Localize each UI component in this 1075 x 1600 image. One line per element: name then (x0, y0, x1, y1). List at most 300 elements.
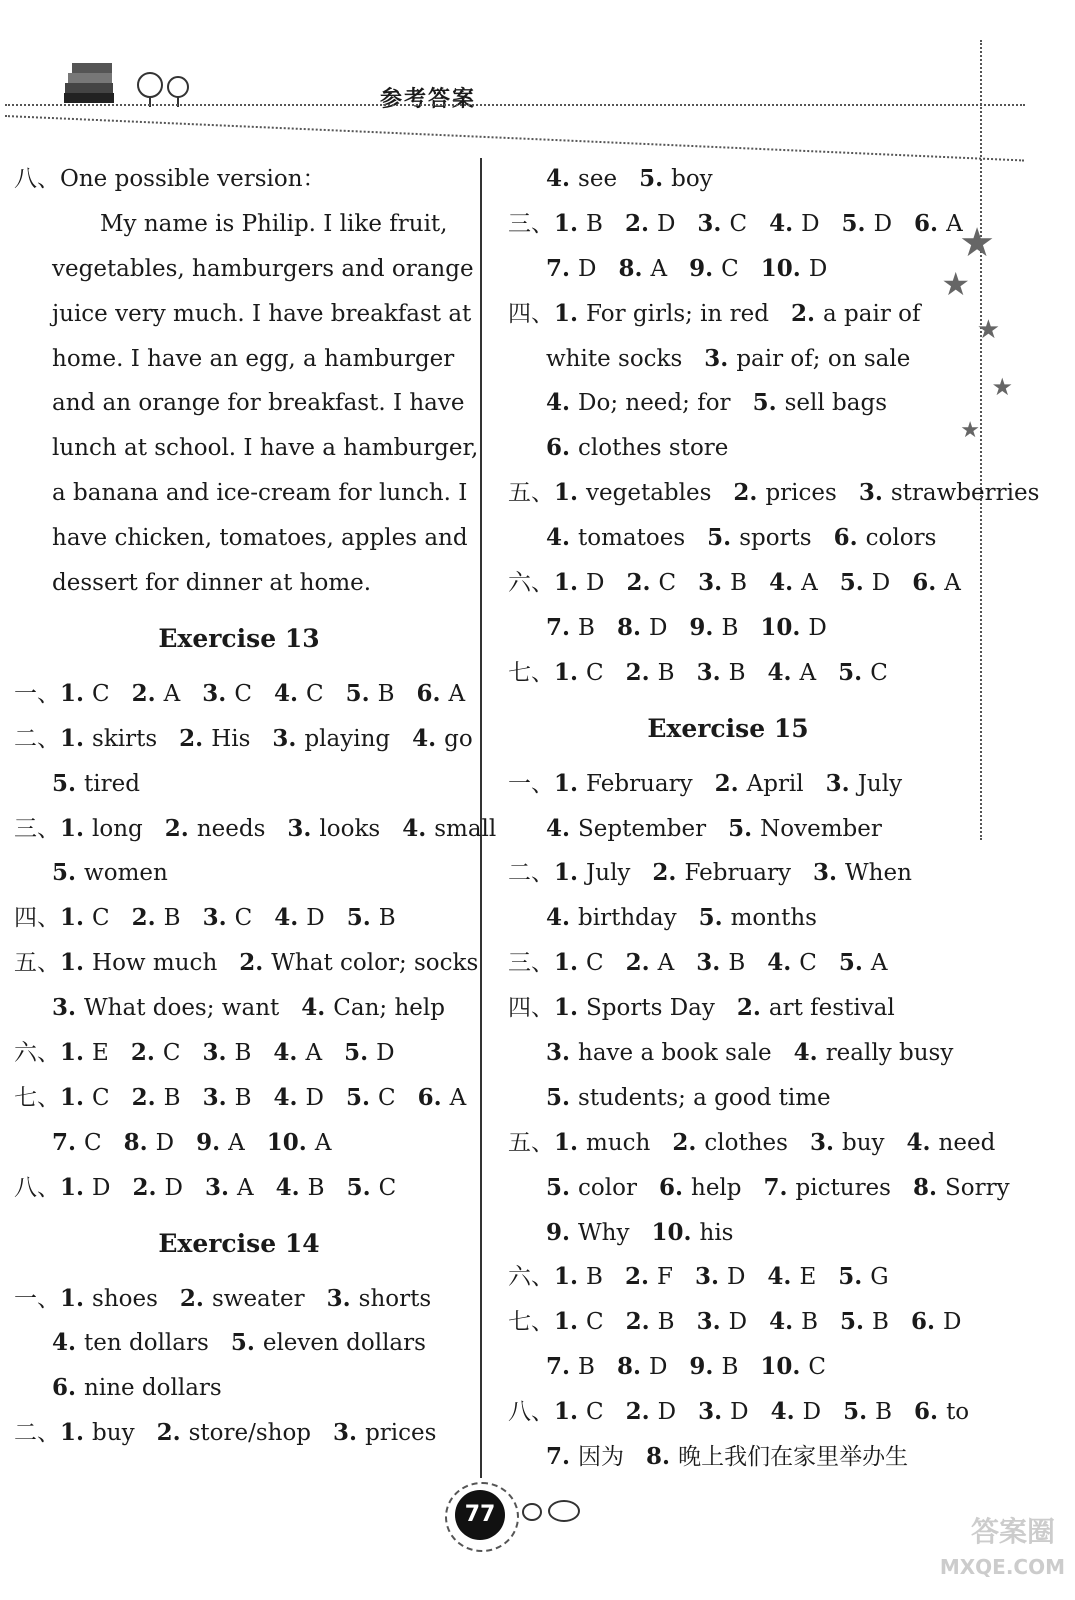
answer-item (202, 672, 252, 717)
answer-line (14, 762, 464, 807)
question-number: 5. (843, 1398, 876, 1426)
answer-text: nine dollars (84, 1375, 222, 1402)
answer-item (546, 157, 617, 202)
question-number: 1. (60, 814, 93, 842)
answer-text: When (845, 860, 912, 887)
answer-text: B (163, 1084, 181, 1111)
answer-text: colors (865, 525, 937, 552)
watermark-url: MXQE.COM (939, 1555, 1065, 1579)
section-number: 八、 (14, 1174, 60, 1201)
answer-text: sports (739, 525, 812, 552)
answer-text: go (444, 725, 473, 752)
answer-text: C (586, 950, 604, 977)
answer-item (554, 1300, 604, 1345)
question-number: 2. (672, 1128, 705, 1156)
answer-text: have a book sale (578, 1040, 772, 1067)
answer-item (546, 606, 595, 651)
answer-item (554, 1255, 603, 1300)
answer-item (767, 1255, 816, 1300)
answer-item (696, 941, 745, 986)
question-number: 3. (696, 658, 729, 686)
question-number: 5. (839, 569, 872, 597)
answer-text: D (942, 1309, 962, 1336)
question-number: 4. (546, 904, 579, 932)
answer-text: Why (578, 1219, 630, 1246)
section-number: 二、 (14, 1420, 60, 1447)
answer-line (14, 1031, 464, 1076)
answer-item (546, 896, 677, 941)
answer-text: clothes (704, 1129, 788, 1156)
answer-item (554, 292, 769, 337)
answer-item (347, 896, 396, 941)
section-number: 四、 (508, 995, 554, 1022)
answer-item (346, 672, 395, 717)
answer-line (14, 851, 464, 896)
answer-line (14, 1166, 464, 1211)
section-number: 四、 (14, 905, 60, 932)
answer-line (508, 851, 948, 896)
answer-item (767, 941, 817, 986)
question-number: 2. (625, 1308, 658, 1336)
answer-item (768, 651, 817, 696)
answer-line (14, 1277, 464, 1322)
question-number: 4. (769, 209, 802, 237)
answer-item (417, 672, 466, 717)
answer-line (508, 516, 948, 561)
question-number: 4. (273, 1083, 306, 1111)
section-number: 五、 (14, 950, 60, 977)
answer-text: Do; need; for (578, 390, 731, 417)
question-number: 5. (840, 1308, 873, 1336)
answer-line (508, 1390, 970, 1435)
answer-item (205, 1166, 254, 1211)
answer-item (554, 561, 604, 606)
answer-text: B (657, 1309, 675, 1336)
question-number: 1. (554, 994, 587, 1022)
answer-item (554, 651, 604, 696)
question-number: 2. (156, 1419, 189, 1447)
exercise-heading: Exercise 13 (158, 623, 320, 653)
answer-text: C (799, 950, 817, 977)
answer-line (508, 426, 948, 471)
answer-text: looks (319, 815, 381, 842)
question-number: 4. (767, 658, 800, 686)
question-number: 10. (651, 1218, 700, 1246)
question-number: 2. (131, 679, 164, 707)
answer-line (508, 896, 948, 941)
answer-line (508, 651, 948, 696)
question-number: 5. (707, 524, 740, 552)
answer-item (132, 1076, 181, 1121)
answer-item (813, 851, 912, 896)
question-number: 4. (793, 1039, 826, 1067)
page-number: 77 (455, 1490, 505, 1540)
answer-line (508, 292, 948, 337)
answer-text: D (802, 1399, 822, 1426)
answer-text: pictures (795, 1174, 891, 1201)
section-number: 六、 (508, 1264, 554, 1291)
answer-item (695, 1255, 745, 1300)
question-number: 4. (275, 1173, 308, 1201)
answer-text: white socks (546, 345, 683, 372)
question-number: 1. (554, 479, 587, 507)
question-number: 4. (769, 1308, 802, 1336)
question-number: 4. (301, 994, 334, 1022)
question-number: 5. (752, 389, 785, 417)
question-number: 3. (813, 859, 846, 887)
essay-line: dessert for dinner at home. (52, 570, 372, 597)
answer-item (274, 896, 324, 941)
question-number: 5. (838, 949, 871, 977)
answer-text: February (586, 770, 693, 797)
answer-line (14, 1121, 464, 1166)
answer-text: skirts (92, 725, 158, 752)
exercise-heading: Exercise 14 (158, 1228, 320, 1258)
answer-item (911, 1300, 961, 1345)
question-number: 7. (52, 1128, 85, 1156)
question-number: 2. (626, 569, 659, 597)
answer-text: His (211, 725, 251, 752)
question-number: 8. (616, 613, 649, 641)
answer-line (14, 807, 497, 852)
question-number: 2. (625, 1398, 658, 1426)
question-number: 2. (733, 479, 766, 507)
answer-text: July (586, 860, 631, 887)
answer-item (707, 516, 811, 561)
question-number: 3. (272, 724, 305, 752)
question-number: 6. (658, 1173, 691, 1201)
answer-text: Sports Day (586, 995, 715, 1022)
answer-item (546, 426, 728, 471)
question-number: 10. (760, 254, 809, 282)
answer-item (652, 851, 791, 896)
question-number: 2. (132, 1173, 165, 1201)
answer-line (508, 986, 948, 1031)
answer-text: G (870, 1264, 889, 1291)
answer-text: C (378, 1084, 396, 1111)
answer-text: C (162, 1040, 181, 1067)
answer-item (52, 1366, 222, 1411)
answer-item (554, 1121, 650, 1166)
answer-item (912, 561, 961, 606)
answer-item (333, 1411, 436, 1456)
answer-item (347, 1166, 397, 1211)
answer-text: really busy (825, 1040, 954, 1067)
answer-line (508, 157, 948, 202)
answer-text: B (721, 614, 739, 641)
answer-text: much (586, 1129, 651, 1156)
answer-line (508, 1121, 996, 1166)
answer-text: eleven dollars (262, 1330, 426, 1357)
answer-item (737, 986, 895, 1031)
essay-line: lunch at school. I have a hamburger, (52, 435, 479, 462)
question-number: 8. (912, 1173, 946, 1201)
answer-text: B (234, 1084, 252, 1111)
star-icon: ★ (941, 265, 970, 303)
question-number: 1. (60, 1083, 93, 1111)
answer-text: A (657, 950, 675, 977)
question-number: 5. (841, 209, 874, 237)
answer-text: B (578, 1354, 595, 1381)
answer-text: B (872, 1309, 889, 1336)
answer-text: A (314, 1129, 332, 1156)
answer-text: a pair of (823, 300, 921, 327)
answer-text: women (84, 860, 168, 887)
answer-item (60, 941, 217, 986)
answer-item (327, 1277, 432, 1322)
answer-text: C (870, 659, 888, 686)
question-number: 3. (333, 1419, 366, 1447)
question-number: 5. (546, 1173, 579, 1201)
answer-line (508, 606, 948, 651)
answer-item (625, 202, 675, 247)
question-number: 2. (164, 814, 197, 842)
answer-item (132, 896, 181, 941)
answer-text: art festival (768, 995, 895, 1022)
answer-item (838, 651, 888, 696)
question-number: 3. (694, 1263, 727, 1291)
answer-text: D (801, 210, 820, 237)
question-number: 6. (52, 1374, 85, 1402)
answer-item (60, 1411, 135, 1456)
answer-text: ten dollars (84, 1330, 209, 1357)
answer-line (14, 717, 473, 762)
watermark-logo: 答案圈 (970, 1515, 1055, 1548)
question-number: 1. (60, 949, 93, 977)
answer-text: tomatoes (578, 525, 686, 552)
answer-item (907, 1121, 996, 1166)
question-number: 1. (554, 859, 587, 887)
answer-item (267, 1121, 332, 1166)
answer-line (508, 1076, 948, 1121)
answer-item (840, 1300, 889, 1345)
answer-item (546, 381, 731, 426)
answer-item (180, 1277, 305, 1322)
answer-text: birthday (578, 905, 677, 932)
answer-text: A (799, 659, 817, 686)
answer-line (508, 202, 963, 247)
answer-line (14, 672, 464, 717)
answer-item (52, 1321, 209, 1366)
answer-text: D (730, 1399, 749, 1426)
answer-item (733, 471, 836, 516)
answer-item (60, 1031, 109, 1076)
answer-item (761, 247, 827, 292)
answer-line (508, 1255, 948, 1300)
answer-line (508, 807, 948, 852)
answer-item (646, 1435, 908, 1480)
question-number: 2. (179, 1284, 212, 1312)
answer-item (715, 762, 804, 807)
question-number: 4. (273, 1039, 306, 1067)
question-number: 5. (52, 769, 85, 797)
answer-item (625, 1255, 673, 1300)
answer-item (672, 1121, 788, 1166)
answer-text: D (873, 210, 893, 237)
answer-text: C (808, 1354, 826, 1381)
answer-text: A (449, 1084, 467, 1111)
answer-item (834, 516, 937, 561)
question-number: 5. (546, 1083, 579, 1111)
answer-line (508, 1435, 948, 1480)
answer-text: C (586, 1399, 604, 1426)
answer-text: B (307, 1174, 325, 1201)
answer-text: A (944, 570, 961, 597)
section-number: 七、 (14, 1084, 60, 1111)
question-number: 1. (554, 949, 587, 977)
question-number: 1. (554, 299, 587, 327)
answer-line (508, 1166, 1010, 1211)
question-number: 6. (910, 1308, 943, 1336)
section-number: 一、 (14, 680, 60, 707)
answer-item (60, 1277, 158, 1322)
question-number: 7. (763, 1173, 796, 1201)
answer-text: February (684, 860, 791, 887)
question-number: 9. (689, 254, 722, 282)
answer-item (546, 247, 596, 292)
answer-text: tired (84, 770, 140, 797)
answer-item (239, 941, 478, 986)
answer-item (60, 1076, 110, 1121)
answer-line (508, 1031, 954, 1076)
question-number: 3. (287, 814, 320, 842)
answer-line (14, 1321, 464, 1366)
answer-line (14, 1076, 467, 1121)
question-number: 9. (689, 613, 722, 641)
section-number: 五、 (508, 480, 554, 507)
star-icon: ★ (960, 418, 980, 443)
answer-item (231, 1321, 426, 1366)
answer-text: C (586, 659, 604, 686)
answer-text: C (658, 570, 677, 597)
question-number: 9. (546, 1218, 579, 1246)
section-number: 二、 (508, 860, 554, 887)
answer-item (826, 762, 902, 807)
question-number: 7. (546, 254, 579, 282)
question-number: 3. (696, 1308, 729, 1336)
answer-item (546, 337, 682, 382)
header-divider (5, 104, 1025, 106)
question-number: 1. (554, 209, 587, 237)
answer-item (764, 1166, 891, 1211)
decor-oval (522, 1503, 542, 1521)
answer-line (508, 1211, 948, 1256)
answer-text: 晚上我们在家里举办生 (678, 1444, 909, 1471)
answer-text: B (730, 570, 748, 597)
question-number: 5. (230, 1329, 263, 1357)
answer-item (546, 1166, 637, 1211)
question-number: 5. (346, 1083, 379, 1111)
answer-text: C (92, 1084, 110, 1111)
answer-text: April (746, 770, 804, 797)
answer-text: What color; socks (271, 950, 479, 977)
answer-item (839, 941, 888, 986)
question-number: 3. (809, 1128, 842, 1156)
answer-item (697, 1300, 747, 1345)
answer-item (196, 1121, 245, 1166)
answer-line (508, 471, 1040, 516)
answer-text: see (578, 166, 618, 192)
answer-item (203, 1076, 252, 1121)
question-number: 5. (728, 814, 761, 842)
exercise-13-answers (14, 672, 497, 1211)
answer-item (60, 1166, 110, 1211)
answer-item (546, 1076, 831, 1121)
answer-text: July (857, 770, 903, 797)
question-number: 2. (624, 209, 657, 237)
answer-text: D (306, 905, 325, 932)
answer-line (508, 1300, 962, 1345)
question-number: 6. (912, 569, 945, 597)
answer-text: D (808, 614, 827, 641)
answer-item (914, 1390, 969, 1435)
answer-item (131, 1031, 181, 1076)
answer-text: November (760, 815, 882, 842)
answer-item (659, 1166, 742, 1211)
answer-item (626, 651, 675, 696)
answer-text: B (728, 950, 746, 977)
answer-text: B (586, 1264, 603, 1291)
answer-line (14, 1411, 464, 1456)
answer-text: sweater (211, 1285, 305, 1312)
question-number: 1. (554, 569, 587, 597)
answer-line (14, 1366, 464, 1411)
question-number: 8. (616, 1353, 649, 1381)
answer-text: strawberries (890, 480, 1040, 507)
answer-item (760, 1345, 826, 1390)
answer-item (554, 851, 630, 896)
answer-item (52, 762, 140, 807)
question-number: 2. (239, 949, 272, 977)
question-number: 8. (618, 254, 651, 282)
question-number: 5. (345, 679, 378, 707)
answer-text: D (648, 614, 668, 641)
answer-text: A (946, 210, 963, 237)
answer-text: long (92, 815, 143, 842)
answer-text: months (730, 905, 817, 932)
answer-text: D (657, 1399, 677, 1426)
question-number: 8. (646, 1443, 679, 1471)
answer-item (412, 717, 473, 762)
question-number: 6. (914, 1398, 947, 1426)
answer-text: C (721, 255, 739, 282)
answer-text: D (648, 1354, 668, 1381)
question-number: 2. (130, 1039, 163, 1067)
answer-text: B (163, 905, 181, 932)
question-number: 10. (760, 1353, 809, 1381)
answer-item (689, 606, 738, 651)
answer-item (697, 651, 746, 696)
question-number: 1. (554, 1398, 587, 1426)
answer-item (344, 1031, 394, 1076)
answer-item (132, 1166, 182, 1211)
answer-text: boy (671, 166, 713, 192)
star-icon: ★ (959, 220, 995, 266)
answer-item (157, 1411, 311, 1456)
question-number: 9. (689, 1353, 722, 1381)
answer-text: How much (92, 950, 218, 977)
answer-text: D (578, 255, 597, 282)
star-icon: ★ (991, 373, 1013, 401)
answer-item (546, 1211, 629, 1256)
section-number: 三、 (14, 815, 60, 842)
essay-label: 八、One possible version： (14, 166, 326, 192)
question-number: 5. (639, 165, 672, 192)
question-number: 2. (179, 724, 212, 752)
answer-item (418, 1076, 467, 1121)
answer-item (769, 561, 818, 606)
section-number: 七、 (508, 1309, 554, 1336)
